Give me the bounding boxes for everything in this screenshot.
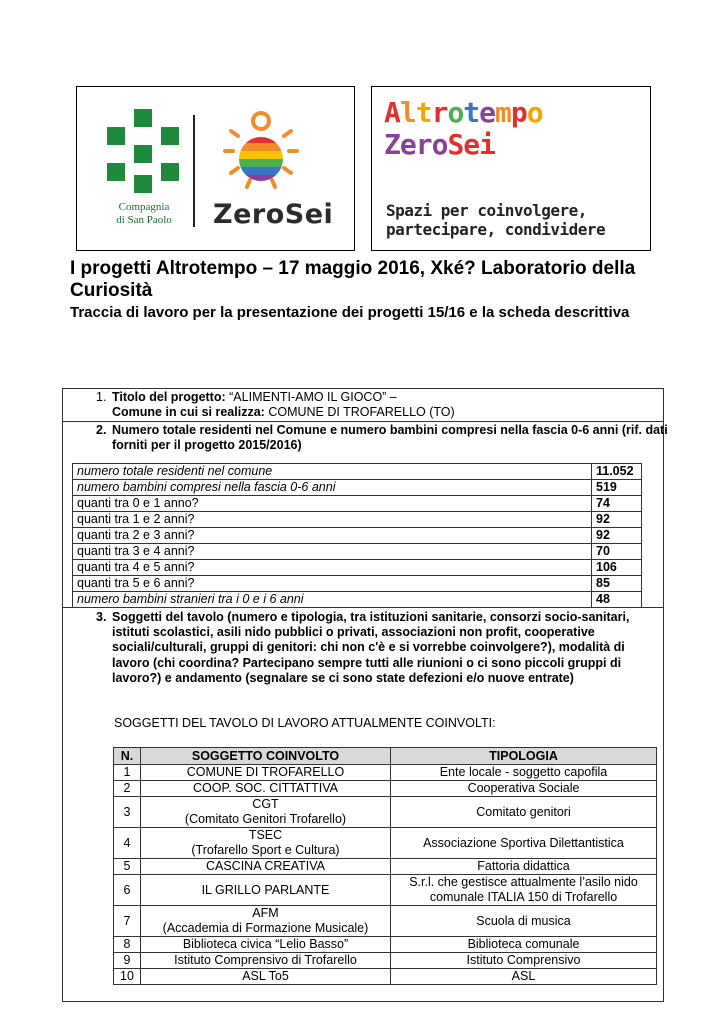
cell-number: 1 [114,765,141,781]
tipologia-line: Scuola di musica [476,913,571,928]
table-row [114,765,657,781]
tipologia-line: Comitato genitori [476,804,571,819]
cell-soggetto [141,797,391,828]
soggetto-line: ASL To5 [242,969,289,983]
table-row [73,480,642,496]
row-value: 74 [592,496,642,512]
soggetto-line: (Trofarello Sport e Cultura) [191,843,340,857]
tipologia-line: S.r.l. che gestisce attualmente l’asilo nido [409,875,638,889]
soggetto-line: CASCINA CREATIVA [205,859,325,873]
tipologia-line: ASL [511,969,536,983]
section-text: Soggetti del tavolo (numero e tipologia, tra istituzioni sanitarie, consorzi socio-sanitari, istituti scolastici, asili nido pubblici o privati, associazioni non profit, cooperative sociali/culturali, gruppi di genitori: chi non c'è e si vorrebbe coinvolgere?), modalità di lavoro (chi coordina? Partecipano sempre tutti alle riunioni o ci sono piccoli gruppi di lavoro?) e andamento (segnalare se ci sono state defezioni e/o nuove entrate) [112,610,630,685]
row-label: quanti tra 4 e 5 anni? [73,560,592,576]
logo-compagnia-zerosei [76,86,355,251]
table-row [73,528,642,544]
column-header: N. [114,748,141,765]
zerosei-brand: ZeroSei [213,199,334,230]
table-row [73,560,642,576]
page-title: I progetti Altrotempo – 17 maggio 2016, Xké? Laboratorio della Curiosità [70,258,636,301]
title-value: “ALIMENTI-AMO IL GIOCO” – [229,390,397,404]
altrotempo-wordmark: Altrotempo ZeroSei [384,96,543,161]
cell-number: 9 [114,953,141,969]
row-value: 92 [592,512,642,528]
cell-number: 4 [114,828,141,859]
row-label: numero bambini stranieri tra i 0 e i 6 anni [73,592,592,608]
tipologia-line: Cooperativa Sociale [467,781,580,795]
compagnia-san-paolo-name: Compagnia di San Paolo [116,201,172,226]
cell-soggetto [141,953,391,969]
cell-tipologia [391,937,657,953]
title-label: Titolo del progetto: [112,390,226,404]
soggetto-line: TSEC [248,828,283,842]
table-row [114,969,657,985]
cell-number: 2 [114,781,141,797]
soggetto-line: Biblioteca civica “Lelio Basso” [182,937,349,951]
tipologia-line: Ente locale - soggetto capofila [439,765,608,779]
table-row [73,512,642,528]
cell-tipologia [391,953,657,969]
soggetto-line: IL GRILLO PARLANTE [201,882,330,897]
cell-soggetto [141,781,391,797]
section-number: 3. [96,610,107,624]
logo-altrotempo-zerosei [371,86,651,251]
table-row [114,875,657,906]
row-label: quanti tra 2 e 3 anni? [73,528,592,544]
row-value: 11.052 [592,464,642,480]
soggetto-line: CGT [252,797,279,811]
altrotempo-tagline: Spazi per coinvolgere, partecipare, condividere [386,201,606,239]
list-title: SOGGETTI DEL TAVOLO DI LAVORO ATTUALMENTE COINVOLTI: [114,716,496,730]
tipologia-line: Biblioteca comunale [467,937,580,951]
section-text: Numero totale residenti nel Comune e numero bambini compresi nella fascia 0-6 anni (rif. dati forniti per il progetto 2015/2016) [112,423,668,452]
page-subtitle: Traccia di lavoro per la presentazione dei progetti 15/16 e la scheda descrittiva [70,304,630,321]
divider-1 [62,421,664,422]
cell-tipologia [391,969,657,985]
row-label: numero totale residenti nel comune [73,464,592,480]
soggetto-line: Istituto Comprensivo di Trofarello [174,953,357,967]
table-row [73,496,642,512]
rainbow-sun-icon [217,107,305,195]
residents-table [72,463,642,608]
cell-soggetto [141,906,391,937]
cell-tipologia [391,765,657,781]
comune-label: Comune in cui si realizza: [112,405,265,419]
soggetto-line: (Comitato Genitori Trofarello) [184,812,347,826]
tipologia-line: Fattoria didattica [477,859,570,873]
cell-soggetto [141,969,391,985]
table-row [73,592,642,608]
row-label: quanti tra 0 e 1 anno? [73,496,592,512]
column-header: TIPOLOGIA [391,748,657,765]
row-label: quanti tra 5 e 6 anni? [73,576,592,592]
row-label: quanti tra 3 e 4 anni? [73,544,592,560]
cell-soggetto [141,937,391,953]
row-label: numero bambini compresi nella fascia 0-6 anni [73,480,592,496]
table-row [114,859,657,875]
compagnia-san-paolo-icon [107,109,179,193]
soggetto-line: COOP. SOC. CITTATTIVA [193,781,338,795]
row-value: 70 [592,544,642,560]
row-value: 106 [592,560,642,576]
table-row [114,906,657,937]
cell-number: 3 [114,797,141,828]
row-label: quanti tra 1 e 2 anni? [73,512,592,528]
cell-tipologia [391,859,657,875]
soggetti-table [113,747,657,985]
section-number: 2. [96,423,107,437]
table-row [114,797,657,828]
table-row [73,544,642,560]
cell-number: 8 [114,937,141,953]
row-value: 92 [592,528,642,544]
cell-soggetto [141,828,391,859]
logo-divider [193,115,195,227]
table-row [114,953,657,969]
cell-tipologia [391,781,657,797]
cell-tipologia [391,875,657,906]
row-value: 48 [592,592,642,608]
row-value: 85 [592,576,642,592]
table-row [114,781,657,797]
cell-tipologia [391,906,657,937]
table-row [114,937,657,953]
soggetto-line: AFM [252,906,279,920]
soggetto-line: (Accademia di Formazione Musicale) [162,921,369,935]
cell-number: 6 [114,875,141,906]
tipologia-line: Istituto Comprensivo [466,953,581,967]
cell-number: 10 [114,969,141,985]
row-value: 519 [592,480,642,496]
cell-number: 5 [114,859,141,875]
cell-tipologia [391,797,657,828]
cell-tipologia [391,828,657,859]
table-row [73,576,642,592]
soggetto-line: COMUNE DI TROFARELLO [186,765,345,779]
tipologia-line: Associazione Sportiva Dilettantistica [423,835,624,850]
cell-soggetto [141,875,391,906]
tipologia-line: comunale ITALIA 150 di Trofarello [429,890,618,904]
column-header: SOGGETTO COINVOLTO [141,748,391,765]
table-row [73,464,642,480]
cell-soggetto [141,765,391,781]
cell-number: 7 [114,906,141,937]
cell-soggetto [141,859,391,875]
table-row [114,828,657,859]
section-number: 1. [96,390,107,404]
comune-value: COMUNE DI TROFARELLO (TO) [268,405,455,419]
